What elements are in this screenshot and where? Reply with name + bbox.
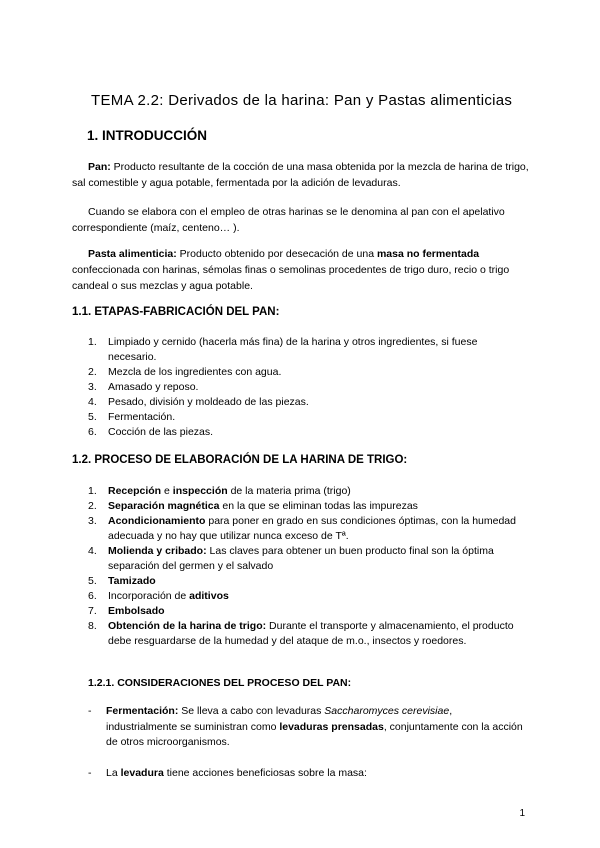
pasta-text-2: confeccionada con harinas, sémolas finas o semolinas procedentes de trigo duro, recio o trigo candeal o sus mezclas y agua potable. — [72, 264, 510, 292]
etapas-list — [88, 335, 524, 440]
list-item: - Fermentación: Se lleva a cabo con levaduras Saccharomyces cerevisiae, industrialmente se suministran como levaduras prensadas, conjuntamente con la acción de otros microorganismos. — [88, 705, 523, 748]
list-item: 5. Fermentación. — [88, 411, 176, 423]
list-item: 1. Limpiado y cernido (hacerla más fina) de la harina y otros ingredientes, si fuese necesario. — [88, 336, 478, 363]
pan-definition — [72, 159, 534, 191]
otras-harinas-paragraph — [72, 204, 534, 236]
list-item: 4. Molienda y cribado: Las claves para obtener un buen producto final son la óptima separación del germen y el salvado — [88, 545, 494, 572]
document-title: TEMA 2.2: Derivados de la harina: Pan y Pastas alimenticias — [91, 92, 513, 109]
pan-term: Pan: — [88, 161, 111, 173]
list-item: 4. Pesado, división y moldeado de las piezas. — [88, 396, 309, 408]
list-item: 6. Incorporación de aditivos — [88, 590, 229, 602]
consideraciones-list — [88, 704, 524, 781]
page-number: 1 — [519, 808, 525, 819]
list-item: 8. Obtención de la harina de trigo: Durante el transporte y almacenamiento, el producto debe resguardarse de la humedad y del ataque de m.o., insectos y roedores. — [88, 620, 514, 647]
list-item: 6. Cocción de las piezas. — [88, 426, 214, 438]
list-item: 5. Tamizado — [88, 575, 156, 587]
list-item: 2. Mezcla de los ingredientes con agua. — [88, 366, 282, 378]
list-item: 2. Separación magnética en la que se eliminan todas las impurezas — [88, 500, 418, 512]
list-item: 3. Acondicionamiento para poner en grado en sus condiciones óptimas, con la humedad adecuada y no hay que utilizar nunca exceso de Tª. — [88, 515, 516, 542]
pasta-term: Pasta alimenticia: — [88, 248, 177, 260]
proceso-list — [88, 484, 524, 649]
otras-harinas-text: Cuando se elabora con el empleo de otras harinas se le denomina al pan con el apelativo correspondiente (maíz, centeno… ). — [72, 206, 505, 234]
pasta-definition — [72, 246, 534, 294]
intro-heading: 1. INTRODUCCIÓN — [87, 128, 208, 143]
section-1-2-1-heading: 1.2.1. CONSIDERACIONES DEL PROCESO DEL PAN: — [88, 677, 352, 689]
pan-text: Producto resultante de la cocción de una masa obtenida por la mezcla de harina de trigo, sal comestible y agua potable, fermentada por la adición de levaduras. — [72, 161, 529, 189]
pasta-text-1: Producto obtenido por desecación de una — [176, 248, 377, 260]
section-1-2-heading: 1.2. PROCESO DE ELABORACIÓN DE LA HARINA DE TRIGO: — [72, 454, 408, 466]
pasta-bold: masa no fermentada — [376, 248, 480, 260]
list-item: 3. Amasado y reposo. — [88, 381, 199, 393]
list-item: 1. Recepción e inspección de la materia prima (trigo) — [88, 485, 351, 497]
section-1-1-heading: 1.1. ETAPAS-FABRICACIÓN DEL PAN: — [72, 306, 280, 318]
list-item: - La levadura tiene acciones beneficiosas sobre la masa: — [88, 766, 367, 779]
list-item: 7. Embolsado — [88, 605, 165, 617]
